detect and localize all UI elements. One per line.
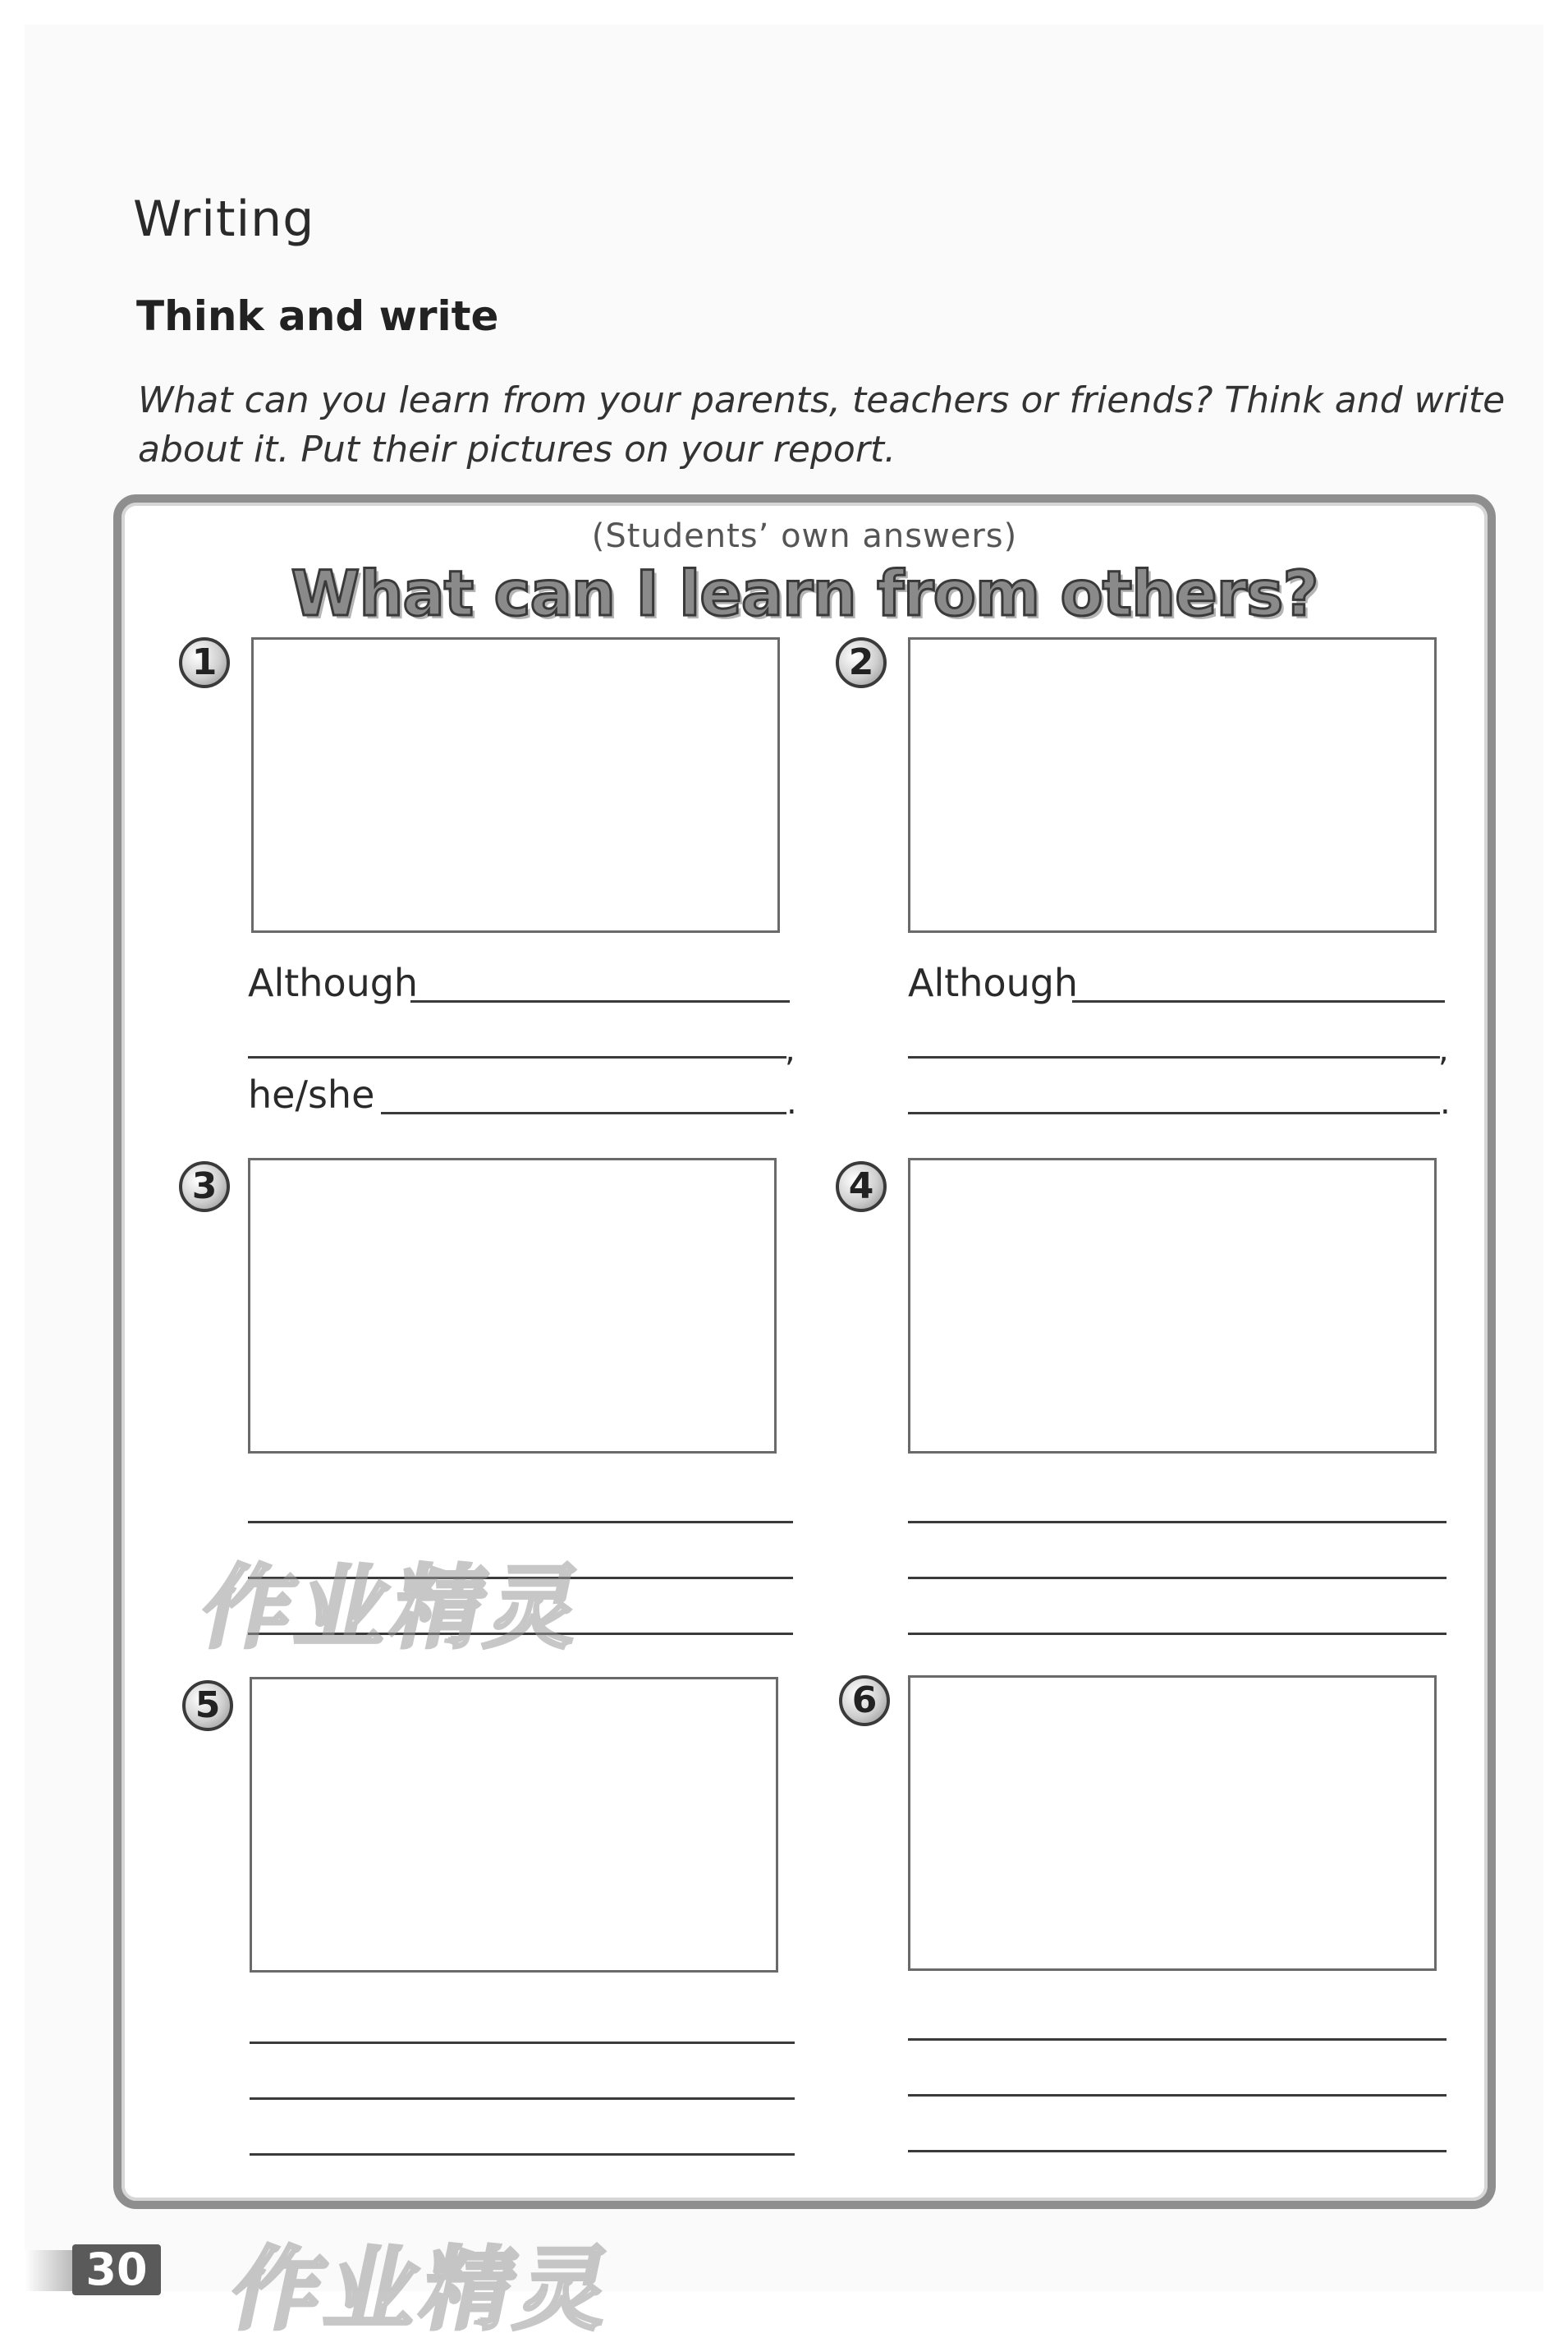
period-1: .: [786, 1084, 797, 1122]
picture-box-1[interactable]: [251, 637, 780, 933]
picture-box-5[interactable]: [250, 1677, 778, 1973]
section-title: Writing: [133, 191, 315, 248]
writing-line-4a[interactable]: [908, 1521, 1447, 1523]
writing-line-6a[interactable]: [908, 2038, 1447, 2041]
writing-line-4c[interactable]: [908, 1633, 1447, 1635]
writing-line-5c[interactable]: [250, 2153, 795, 2156]
writing-line-1c[interactable]: [381, 1112, 786, 1114]
exercise-instructions: What can you learn from your parents, teachers or friends? Think and write about it. Put their pictures on your report.: [138, 379, 1506, 471]
answer-note: (Students’ own answers): [591, 517, 1018, 555]
comma-1: ,: [785, 1031, 795, 1069]
although-label-1: Although: [248, 961, 419, 1005]
writing-line-5b[interactable]: [250, 2097, 795, 2100]
writing-line-1a[interactable]: [410, 1000, 790, 1003]
watermark-bottom: 作业精灵: [222, 2237, 626, 2342]
writing-line-1b[interactable]: [248, 1056, 786, 1059]
writing-line-3a[interactable]: [248, 1521, 793, 1523]
report-title: What can I learn from others?: [291, 557, 1318, 630]
picture-box-6[interactable]: [908, 1675, 1437, 1971]
although-label-2: Although: [908, 961, 1079, 1005]
writing-line-6c[interactable]: [908, 2150, 1447, 2152]
writing-line-2a[interactable]: [1072, 1000, 1445, 1003]
comma-2: ,: [1438, 1031, 1449, 1069]
writing-line-6b[interactable]: [908, 2094, 1447, 2097]
writing-line-2c[interactable]: [908, 1112, 1440, 1114]
writing-line-2b[interactable]: [908, 1056, 1440, 1059]
writing-line-4b[interactable]: [908, 1577, 1447, 1579]
number-badge-5: 5: [182, 1680, 233, 1731]
exercise-subtitle: Think and write: [136, 292, 499, 340]
picture-box-3[interactable]: [248, 1158, 777, 1454]
he-she-label-1: he/she: [248, 1072, 375, 1117]
number-badge-3: 3: [179, 1161, 230, 1212]
number-badge-6: 6: [839, 1675, 890, 1726]
page-number: 30: [72, 2244, 161, 2295]
number-badge-2: 2: [836, 637, 887, 688]
number-badge-1: 1: [179, 637, 230, 688]
period-2: .: [1440, 1084, 1451, 1122]
picture-box-4[interactable]: [908, 1158, 1437, 1454]
watermark-middle: 作业精灵: [192, 1555, 596, 1660]
picture-box-2[interactable]: [908, 637, 1437, 933]
number-badge-4: 4: [836, 1161, 887, 1212]
writing-line-5a[interactable]: [250, 2042, 795, 2044]
